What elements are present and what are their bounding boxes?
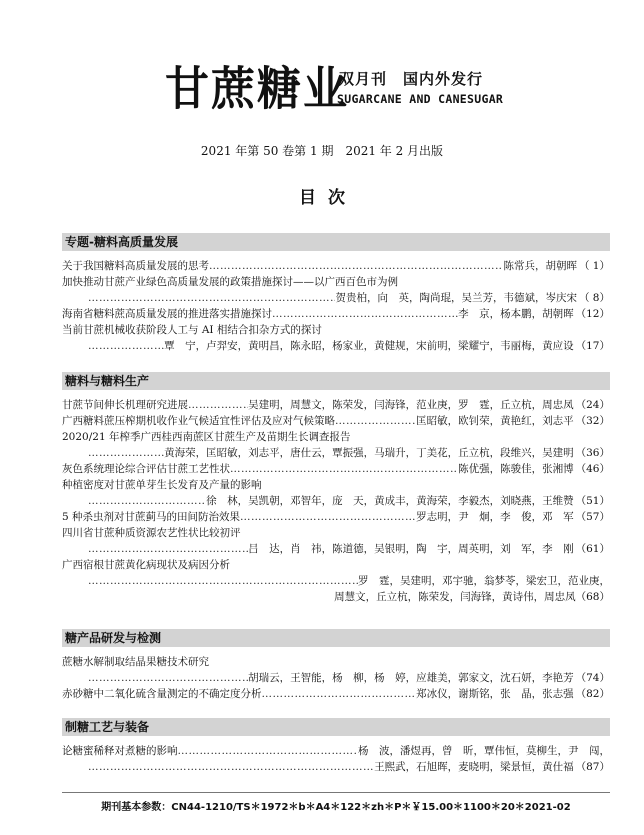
toc-page-number: （51） [575,495,610,507]
toc-line [62,477,610,493]
toc-article-title: 赤砂糖中二氧化硫含量测定的不确定度分析 [62,688,262,700]
toc-article-title: 加快推动甘蔗产业绿色高质量发展的政策措施探讨——以广西百色市为例 [62,276,398,288]
toc-line [62,397,610,413]
toc-authors: 李 京，杨本鹏，胡朝晖 [458,308,574,320]
toc-line [62,258,610,274]
toc-line [62,670,610,686]
toc-authors: 贺贵柏，向 英，陶尚琨，吴兰芳，韦德斌，岑庆宋 [335,292,577,304]
toc-line [62,306,610,322]
toc-authors: 罗志明，尹 炯，李 俊，邓 军 [416,511,574,523]
toc-authors: 吴建明，周慧文，陈荣发，闫海锋，范业庚，罗 霆，丘立杭，周忠凤 [248,399,574,411]
leader-dots [88,290,335,306]
toc-line [62,445,610,461]
leader-dots [88,670,248,686]
toc-line [62,322,610,338]
toc-authors: 郑冰仪，谢斯铭，张 晶，张志强 [416,688,574,700]
toc-article-title: 四川省甘蔗种质资源农艺性状比较初评 [62,527,241,539]
toc-authors: 杨 波，潘煜再，曾 昕，覃伟恒，莫柳生，尹 闯， [358,745,610,757]
section-heading: 制糖工艺与装备 [62,718,610,736]
toc-line [62,338,610,354]
toc-authors: 陈常兵，胡朝晖 [503,260,577,272]
section-process-equipment [62,718,610,775]
journal-frequency: 双月刊 国内外发行 [339,70,484,88]
toc-authors: 吕 达，肖 祎，陈道德，吴银明，陶 宇，周英明，刘 军，李 刚 [248,543,574,555]
entry-list [62,397,610,605]
entry-list [62,258,610,354]
toc-article-title: 广西糖料蔗压榨期机收作业气候适宜性评估及应对气候策略 [62,415,335,427]
toc-line [62,509,610,525]
toc-article-title: 甘蔗节间伸长机理研究进展 [62,399,188,411]
toc-article-title: 当前甘蔗机械收获阶段人工与 AI 相结合扣杂方式的探讨 [62,324,322,336]
toc-authors: 陈优强，陈骏佳，张湘博 [458,463,574,475]
journal-parameters: 期刊基本参数：CN44-1210/TS＊1972＊b＊A4＊122＊zh＊P＊￥15.00＊1100＊20＊2021-02 [62,792,610,813]
section-sugar-crops [62,372,610,605]
leader-dots [230,461,458,477]
toc-line [62,686,610,702]
toc-line [62,557,610,573]
toc-page-number: （36） [575,447,610,459]
entry-list [62,743,610,775]
toc-line [62,654,610,670]
toc-line [62,274,610,290]
toc-article-title: 种植密度对甘蔗单芽生长发育及产量的影响 [62,479,262,491]
toc-page-number: （57） [575,511,610,523]
section-heading: 糖料与糖料生产 [62,372,610,390]
toc-article-title: 海南省糖料蔗高质量发展的推进落实措施探讨 [62,308,272,320]
toc-authors: 徐 林，吴凯朝，邓智年，庞 天，黄成丰，黄海荣，李毅杰，刘晓燕，王维赞 [206,495,574,507]
toc-article-title: 灰色系统理论综合评估甘蔗工艺性状 [62,463,230,475]
toc-article-title: 蔗糖水解制取结晶果糖技术研究 [62,656,209,668]
toc-article-title: 论糖蜜稀释对煮糖的影响 [62,745,178,757]
section-heading: 糖产品研发与检测 [62,629,610,647]
leader-dots [88,573,358,589]
issue-info: 2021 年第 50 卷第 1 期 2021 年 2 月出版 [200,144,444,158]
toc-page-number: （24） [575,399,610,411]
contents-title: 目次 [299,188,357,208]
toc-line [62,743,610,759]
toc-line [62,429,610,445]
toc-article-title: 5 种杀虫剂对甘蔗蓟马的田间防治效果 [62,511,241,523]
toc-page-number: （ 8） [578,292,610,304]
toc-page-number: （17） [575,340,610,352]
toc-page-number: （74） [575,672,610,684]
leader-dots [178,743,359,759]
leader-dots [240,509,416,525]
toc-authors: 黄海荣，匡昭敏，刘志平，唐仕云，覃振强，马瑞升，丁美花，丘立杭，段维兴，吴建明 [164,447,574,459]
toc-authors: 覃 宁，卢羿安，黄明昌，陈永昭，杨家业，黄健规，宋前明，梁耀宁，韦丽梅，黄应设 [164,340,574,352]
toc-authors: 罗 霆，吴建明，邓宇驰，翁梦苓，梁宏卫，范业庚， [358,575,610,587]
leader-dots [88,493,206,509]
leader-dots [335,413,416,429]
leader-dots [88,338,164,354]
entry-list [62,654,610,702]
toc-authors: 匡昭敏，欧钊荣，黄艳红，刘志平 [416,415,574,427]
toc-page-number: （46） [575,463,610,475]
toc-page-number: （61） [575,543,610,555]
section-special-topic [62,233,610,354]
toc-page-number: （82） [575,688,610,700]
leader-dots [262,686,417,702]
toc-line [62,541,610,557]
journal-title: 甘蔗糖业 [165,62,349,117]
toc-line [62,461,610,477]
toc-line [62,413,610,429]
toc-line [62,493,610,509]
toc-page-number: （87） [575,761,610,773]
toc-line [62,589,610,605]
leader-dots [88,541,248,557]
toc-authors: 王熙武，石旭晖，麦晓明，梁景恒，黄仕福 [374,761,574,773]
toc-line [62,525,610,541]
toc-page-number: （32） [575,415,610,427]
toc-page-number: （12） [575,308,610,320]
toc-article-title: 关于我国糖料高质量发展的思考 [62,260,209,272]
toc-line [62,759,610,775]
toc-page-number: （ 1） [578,260,610,272]
section-product-research [62,629,610,702]
toc-line [62,290,610,306]
toc-authors: 胡瑞云，王智能，杨 柳，杨 婷，应雄美，郭家文，沈石妍，李艳芳 [248,672,574,684]
leader-dots [88,445,164,461]
toc-article-title: 广西宿根甘蔗黄化病现状及病因分析 [62,559,230,571]
toc-line [62,573,610,589]
leader-dots [88,759,374,775]
section-heading: 专题-糖料高质量发展 [62,233,610,251]
leader-dots [209,258,503,274]
toc-authors-continued: 周慧文，丘立杭，陈荣发，闫海锋，黄诗伟，周忠凤（68） [334,591,610,603]
leader-dots [272,306,458,322]
toc-article-title: 2020/21 年榨季广西桂西南蔗区甘蔗生产及苗期生长调查报告 [62,431,351,443]
leader-dots [188,397,248,413]
masthead [165,62,525,122]
journal-english-title: SUGARCANE AND CANESUGAR [337,92,504,106]
